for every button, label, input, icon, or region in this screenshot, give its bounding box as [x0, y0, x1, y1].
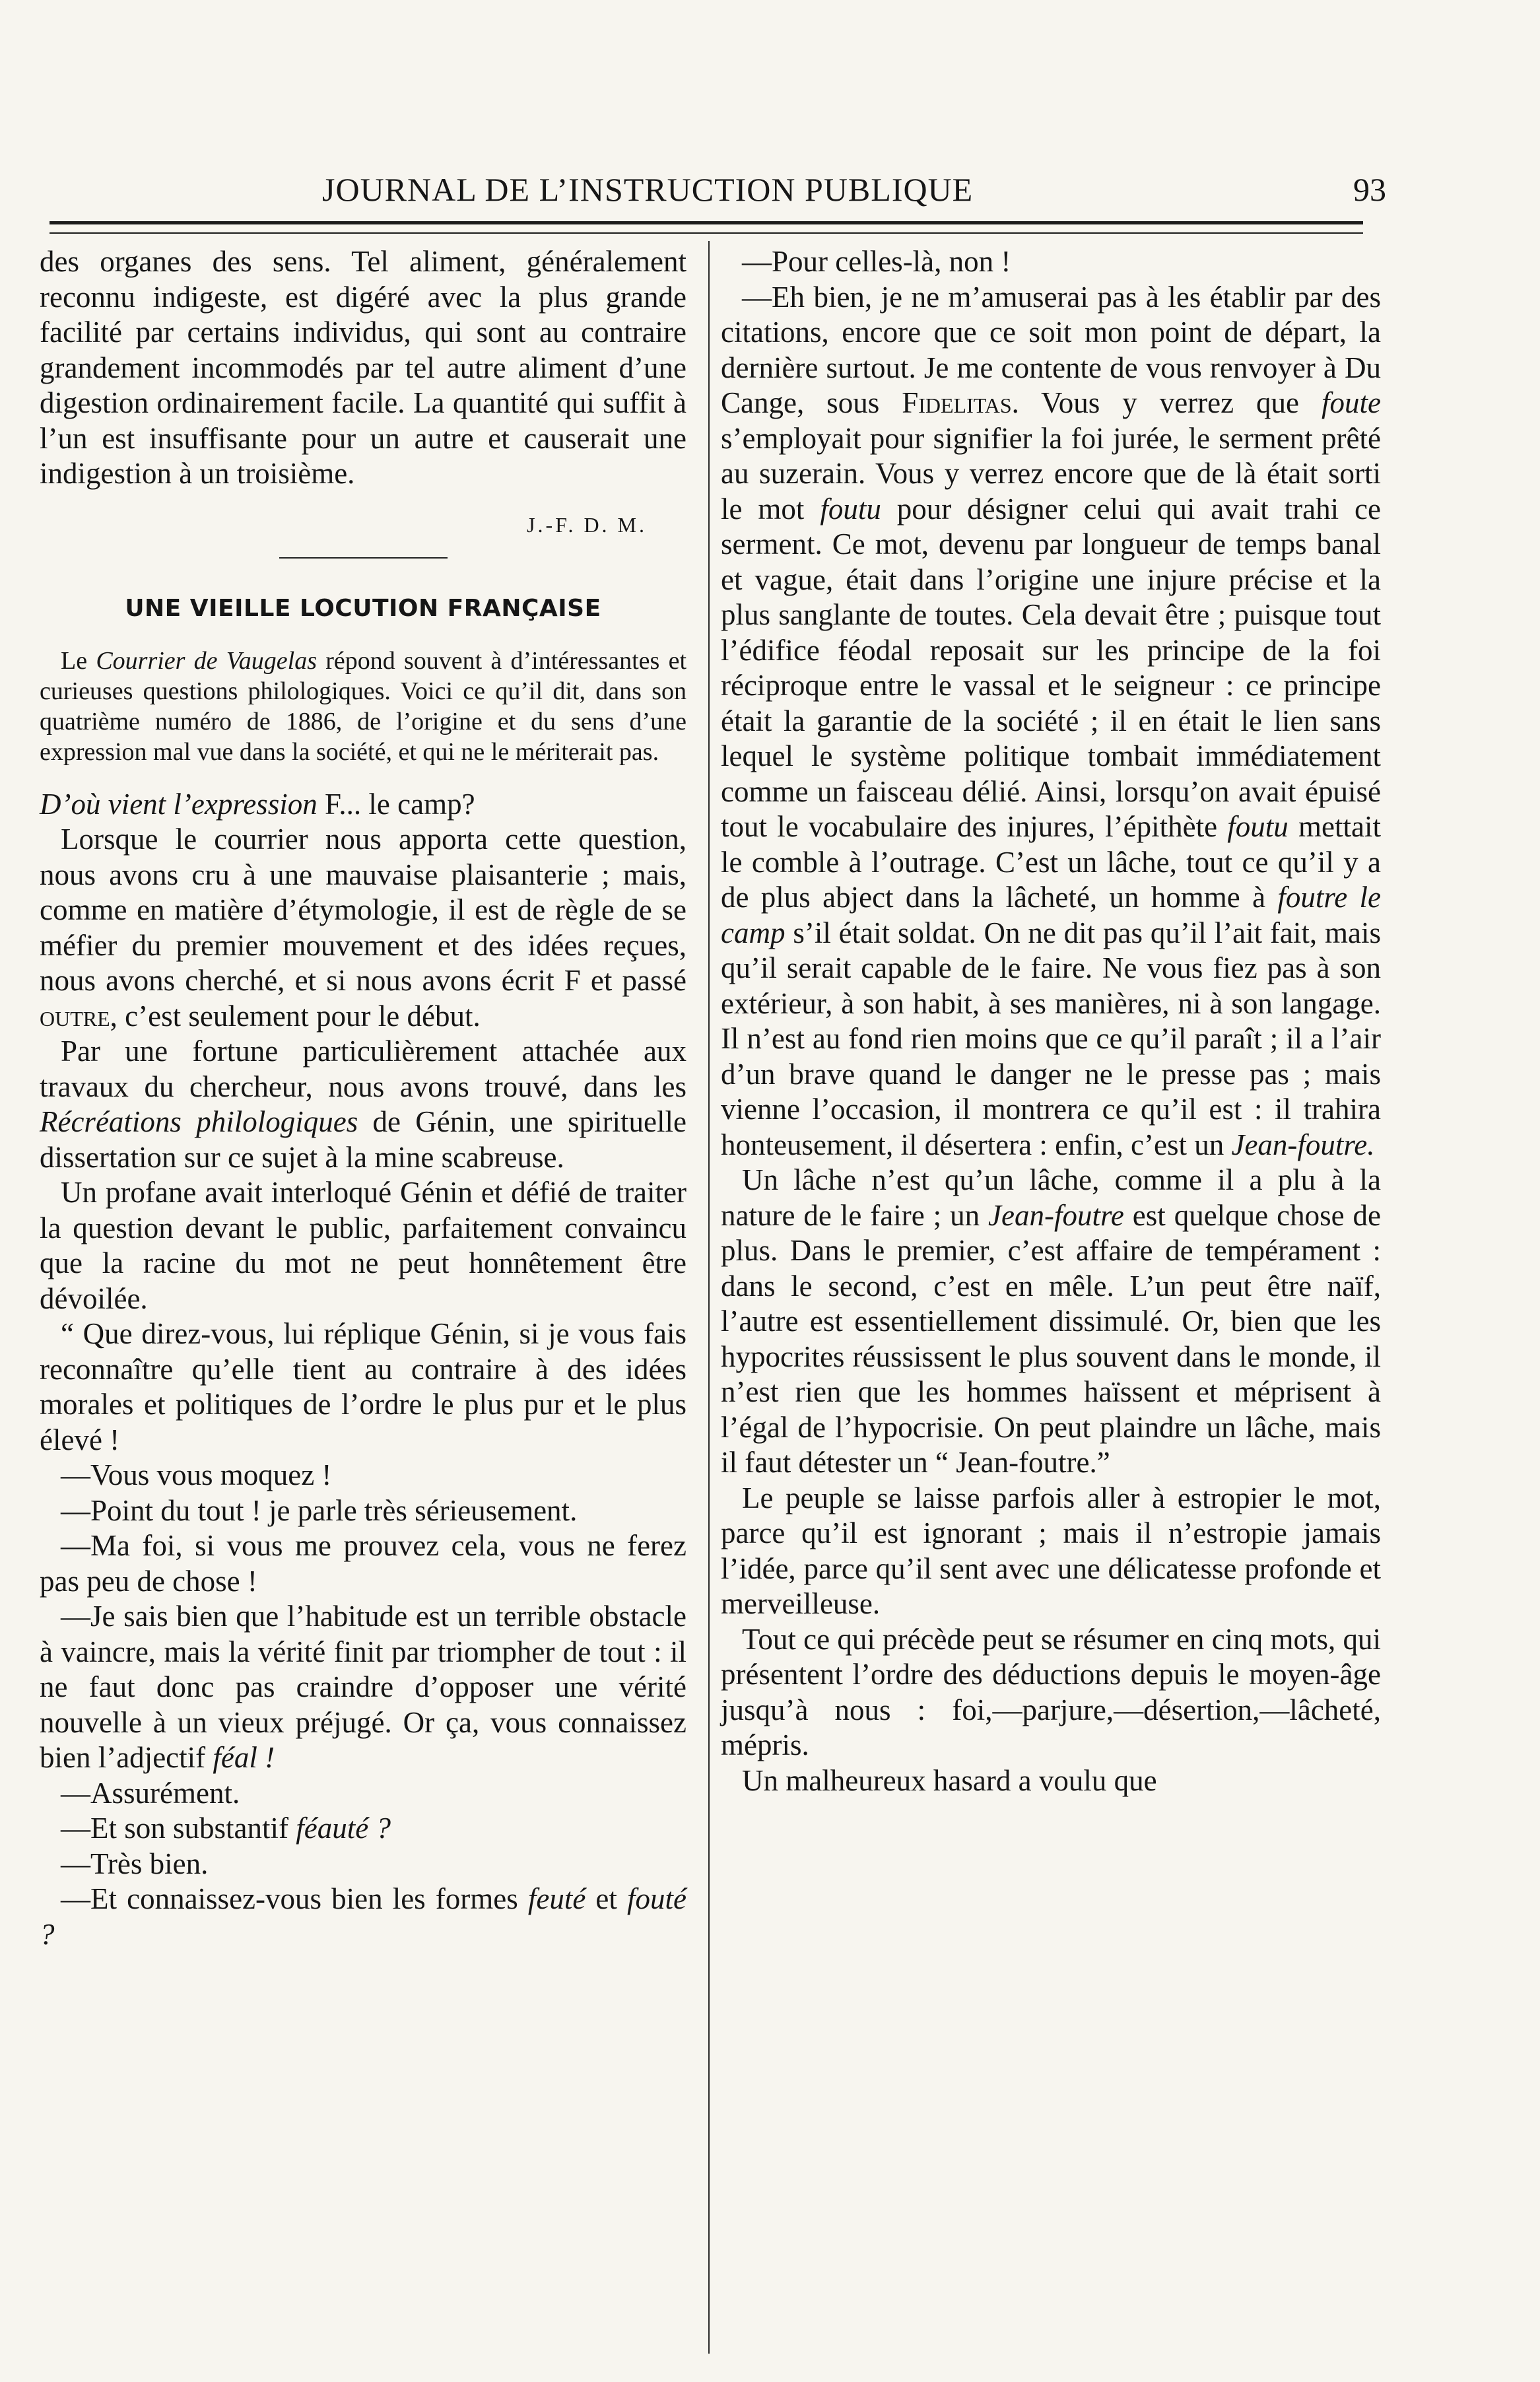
paragraph-profane: Un profane avait interloqué Génin et défié de traiter la question devant le public, parfaitement convaincu que la racine du mot ne peut honnêtement être dévoilée. [40, 1176, 686, 1315]
lorsque-text: Lorsque le courrier nous apporta cette question, nous avons cru à une mauvaise plaisanterie ; mais, comme en matière d’étymologie, il est de règle de se méfier du premier mouvement et des idées reçues, nous avons cherché, et si nous avons écrit F et passé [40, 823, 686, 997]
et-word: et [586, 1882, 627, 1915]
recreations-title: Récréations philologiques [40, 1105, 358, 1138]
par-text: Par une fortune particulièrement attachée aux travaux du chercheur, nous avons trouvé, dans les [40, 1035, 686, 1103]
journal-name: Courrier de Vaugelas [96, 646, 317, 675]
running-title: JOURNAL DE L’INSTRUCTION PUBLIQUE [322, 171, 974, 208]
question-italic: D’où vient l’expression [40, 787, 318, 821]
section-intro [40, 646, 686, 767]
left-column [40, 244, 686, 1952]
eh-bien-text-6: s’il était soldat. On ne dit pas qu’il l’ait fait, mais qu’il serait capable de le faire. Ne vous fiez pas à son extérieur, à son habit, à ses manières, ni à son langage. Il n’est au fond rien moins que ce qu’il paraît ; il a l’air d’un brave quand le danger ne le presse pas ; mais vienne l’occasion, il montrera ce qu’il est : il trahira honteusement, il désertera : enfin, c’est un [721, 916, 1381, 1161]
page-number: 93 [1353, 171, 1386, 208]
page-header [66, 164, 1386, 217]
foutu-word: foutu [820, 492, 881, 526]
feute-word: feuté [527, 1882, 586, 1915]
header-rule-thick [50, 221, 1363, 224]
lache-text-1: Un lâche n’est qu’un lâche, comme il a plu à la nature de le faire ; un [721, 1163, 1381, 1232]
foute-word: foute [1322, 386, 1381, 419]
intro-paragraph: des organes des sens. Tel aliment, généralement reconnu indigeste, est digéré avec la plus grande facilité par certains individus, qui sont au contraire grandement incommodés par tel autre aliment d’une digestion ordinairement facile. La quantité qui suffit à l’un est insuffisante pour un autre et causerait une indigestion à un troisième. [40, 245, 686, 490]
paragraph-moquez: —Vous vous moquez ! [61, 1458, 332, 1491]
eh-bien-text-1: —Eh bien, je ne m’amuserai pas à les établir par des citations, encore que ce soit mon point de départ, la dernière surtout. Je me contente de vous renvoyer à Du Cange, sous [721, 280, 1381, 419]
jean-foutre-word-2: Jean-foutre [988, 1198, 1124, 1232]
section-intro-text-2: répond souvent à d’intéressantes et curieuses questions philologiques. Voici ce qu’il dit, dans son quatrième numéro de 1886, de l’origine et du sens d’une expression mal vue dans la société, et qui ne le mériterait pas. [40, 646, 686, 766]
foutre-le-camp: foutre le camp [721, 881, 1381, 949]
paragraph-lorsque [40, 822, 686, 1034]
par-text-2: de Génin, une spirituelle dissertation sur ce sujet à la mine scabreuse. [40, 1105, 686, 1174]
section-separator [279, 557, 448, 559]
foutu-word-2: foutu [1227, 810, 1289, 843]
paragraph-substantif [40, 1811, 686, 1847]
paragraph-par [40, 1034, 686, 1175]
question-rest: F... le camp? [317, 787, 475, 821]
lache-text-2: est quelque chose de plus. Dans le premier, c’est affaire de tempérament : dans le second, c’est en mêle. L’un peut être naïf, l’autre est essentiellement dissimulé. Or, bien que les hypocrites réussissent le plus souvent dans le monde, il n’est rien que les hommes haïssent et méprisent à l’égal de l’hypocrisie. On peut plaindre un lâche, mais il faut détester un “ Jean-foutre.” [721, 1198, 1381, 1479]
signature: J.-F. D. M. [527, 512, 647, 537]
eh-bien-text-5: mettait le comble à l’outrage. C’est un lâche, tout ce qu’il y a de plus abject dans la lâcheté, un homme à [721, 810, 1381, 914]
section-intro-text: Le [61, 646, 96, 675]
lorsque-text-2: , c’est seulement pour le début. [110, 999, 481, 1033]
paragraph-peuple: Le peuple se laisse parfois aller à estropier le mot, parce qu’il est ignorant ; mais il n’estropie jamais l’idée, parce qu’il sent avec une délicatesse profonde et merveilleuse. [721, 1481, 1381, 1620]
feal-word: féal ! [213, 1741, 275, 1774]
header-rule-thin [50, 232, 1363, 234]
paragraph-eh-bien [721, 280, 1381, 1163]
column-divider [708, 241, 710, 2354]
jean-foutre-word: Jean-foutre. [1231, 1128, 1375, 1161]
paragraph-assurement: —Assurément. [61, 1776, 240, 1810]
substantif-text: —Et son substantif [61, 1812, 296, 1845]
paragraph-tout: Tout ce qui précède peut se résumer en cinq mots, qui présentent l’ordre des déductions depuis le moyen-âge jusqu’à nous : foi,—parjure,—désertion,—lâcheté, mépris. [721, 1622, 1381, 1761]
paragraph-je-sais [40, 1599, 686, 1776]
paragraph-lache [721, 1163, 1381, 1481]
eh-bien-text-3: s’employait pour signifier la foi jurée, le serment prêté au suzerain. Vous y verrez encore que de là était sorti le mot [721, 421, 1381, 526]
section-title: UNE VIEILLE LOCUTION FRANÇAISE [125, 594, 601, 622]
question-line [40, 787, 686, 823]
paragraph-ma-foi: —Ma foi, si vous me prouvez cela, vous ne ferez pas peu de chose ! [40, 1529, 686, 1598]
connaissez-text: —Et connaissez-vous bien les formes [61, 1882, 528, 1915]
fidelitas-word: Fidelitas [902, 386, 1012, 419]
paragraph-point: —Point du tout ! je parle très sérieusement. [61, 1493, 578, 1527]
paragraph-malheureux: Un malheureux hasard a voulu que [742, 1763, 1157, 1797]
paragraph-connaissez [40, 1882, 686, 1952]
foute-form-word: fouté ? [40, 1882, 686, 1951]
paragraph-que-direz: “ Que direz-vous, lui réplique Génin, si je vous fais reconnaître qu’elle tient au contraire à des idées morales et politiques de l’ordre le plus pur et le plus élevé ! [40, 1317, 686, 1456]
eh-bien-text-4: pour désigner celui qui avait trahi ce serment. Ce mot, devenu par longueur de temps banal et vague, était dans l’origine une injure précise et la plus sanglante de toutes. Cela devait être ; puisque tout l’édifice féodal reposait sur les principe de la foi réciproque entre le vassal et le seigneur : ce principe était la garantie de la société ; il en était le lien sans lequel le système politique tombait immédiatement comme un faisceau délié. Ainsi, lorsqu’on avait épuisé tout le vocabulaire des injures, l’épithète [721, 492, 1382, 843]
feaute-word: féauté ? [296, 1812, 391, 1845]
je-sais-text: —Je sais bien que l’habitude est un terrible obstacle à vaincre, mais la vérité finit par triompher de tout : il ne faut donc pas craindre d’opposer une vérité nouvelle à un vieux préjugé. Or ça, vous connaissez bien l’adjectif [40, 1600, 686, 1774]
outre-word: outre [40, 999, 110, 1033]
paragraph-pour: —Pour celles-là, non ! [742, 245, 1011, 278]
right-column [721, 244, 1381, 1798]
paragraph-tres-bien: —Très bien. [61, 1847, 209, 1880]
eh-bien-text-2: . Vous y verrez que [1011, 386, 1322, 419]
